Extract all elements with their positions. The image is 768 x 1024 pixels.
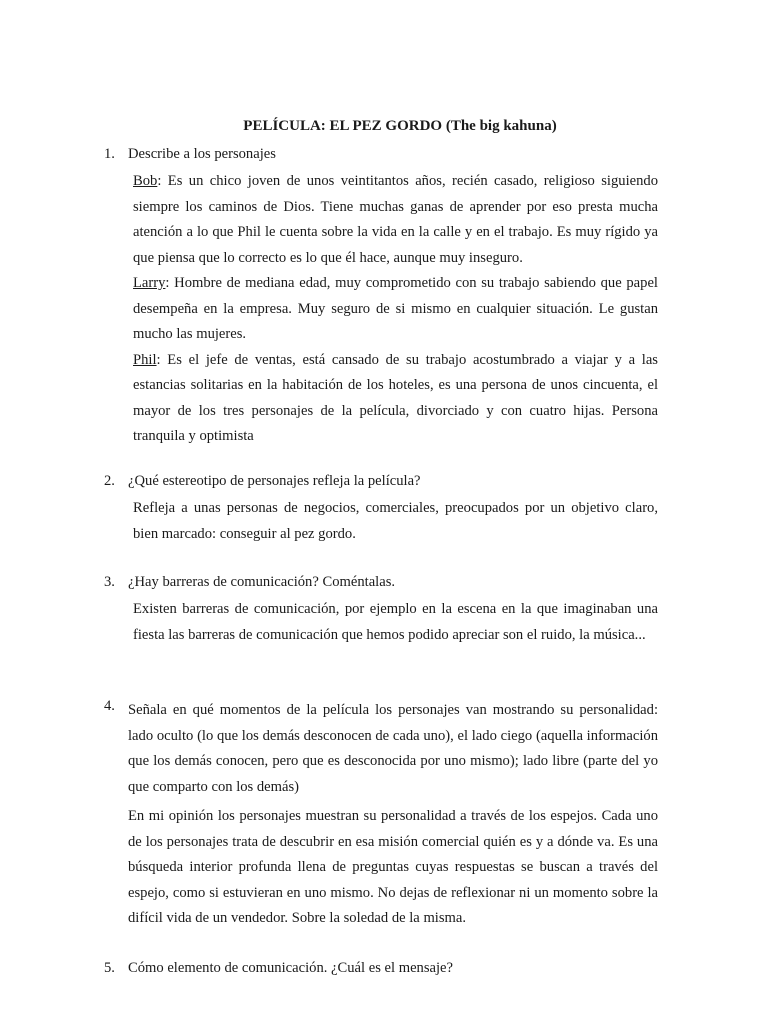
question-text: Señala en qué momentos de la película los personajes van mostrando su personalidad: lado oculto (lo que los demás desconocen de cada uno), el lado ciego (aquella información que los demás conocen, pero que es desconocida por uno mismo); lado libre (parte del yo que comparto con los demás) <box>128 702 658 795</box>
question-text: Cómo elemento de comunicación. ¿Cuál es el mensaje? <box>128 960 454 976</box>
character-larry: Larry: Hombre de mediana edad, muy comprometido con su trabajo sabiendo que papel desempeña en la empresa. Muy seguro de si mismo en cualquier situación. Le gustan mucho las mujeres. <box>133 275 658 342</box>
question-number: 3. <box>104 574 115 590</box>
question-text: Describe a los personajes <box>128 146 276 162</box>
character-description: Hombre de mediana edad, muy comprometido con su trabajo sabiendo que papel desempeña en la empresa. Muy seguro de si mismo en cualquier situación. Le gustan mucho las mujeres. <box>133 275 658 342</box>
question-number: 4. <box>104 698 115 714</box>
answer-3: Existen barreras de comunicación, por ejemplo en la escena en la que imaginaban una fiesta las barreras de comunicación que hemos podido apreciar son el ruido, la música... <box>133 601 658 643</box>
question-number: 1. <box>104 146 115 162</box>
answer-2: Refleja a unas personas de negocios, comerciales, preocupados por un objetivo claro, bien marcado: conseguir al pez gordo. <box>133 500 658 542</box>
question-number: 5. <box>104 960 115 976</box>
answer-4: En mi opinión los personajes muestran su personalidad a través de los espejos. Cada uno de los personajes trata de descubrir en esa misión comercial quién es y a dónde va. Es una búsqueda interior profunda llena de preguntas cuyas respuestas se buscan a través del espejo, como si estuvieran en uno mismo. No dejas de reflexionar ni un momento sobre la difícil vida de un vendedor. Sobre la soledad de la misma. <box>128 808 658 926</box>
character-bob: Bob: Es un chico joven de unos veintitantos años, recién casado, religioso siguiendo siempre los caminos de Dios. Tiene muchas ganas de aprender por eso presta mucha atención a lo que Phil le cuenta sobre la vida en la calle y en el trabajo. Es muy rígido ya que piensa que lo correcto es lo que él hace, aunque muy inseguro. <box>133 173 658 266</box>
question-number: 2. <box>104 473 115 489</box>
character-name: Phil <box>133 351 157 368</box>
question-text: ¿Hay barreras de comunicación? Coméntalas. <box>128 574 396 590</box>
character-phil: Phil: Es el jefe de ventas, está cansado de su trabajo acostumbrado a viajar y a las estancias solitarias en la habitación de los hoteles, es una persona de unos cincuenta, el mayor de los tres personajes de la película, divorciado y con cuatro hijas. Persona tranquila y optimista <box>133 351 658 444</box>
character-description: Es el jefe de ventas, está cansado de su trabajo acostumbrado a viajar y a las estancias solitarias en la habitación de los hoteles, es una persona de unos cincuenta, el mayor de los tres personajes de la película, divorciado y con cuatro hijas. Persona tranquila y optimista <box>133 351 658 444</box>
character-description: Es un chico joven de unos veintitantos años, recién casado, religioso siguiendo siempre los caminos de Dios. Tiene muchas ganas de aprender por eso presta mucha atención a lo que Phil le cuenta sobre la vida en la calle y en el trabajo. Es muy rígido ya que piensa que lo correcto es lo que él hace, aunque muy inseguro. <box>133 173 658 266</box>
document-title: PELÍCULA: EL PEZ GORDO (The big kahuna) <box>243 118 557 134</box>
question-text: ¿Qué estereotipo de personajes refleja la película? <box>128 473 421 489</box>
character-name: Bob <box>133 173 158 189</box>
answer-1 <box>133 169 658 450</box>
character-name: Larry <box>133 275 166 291</box>
